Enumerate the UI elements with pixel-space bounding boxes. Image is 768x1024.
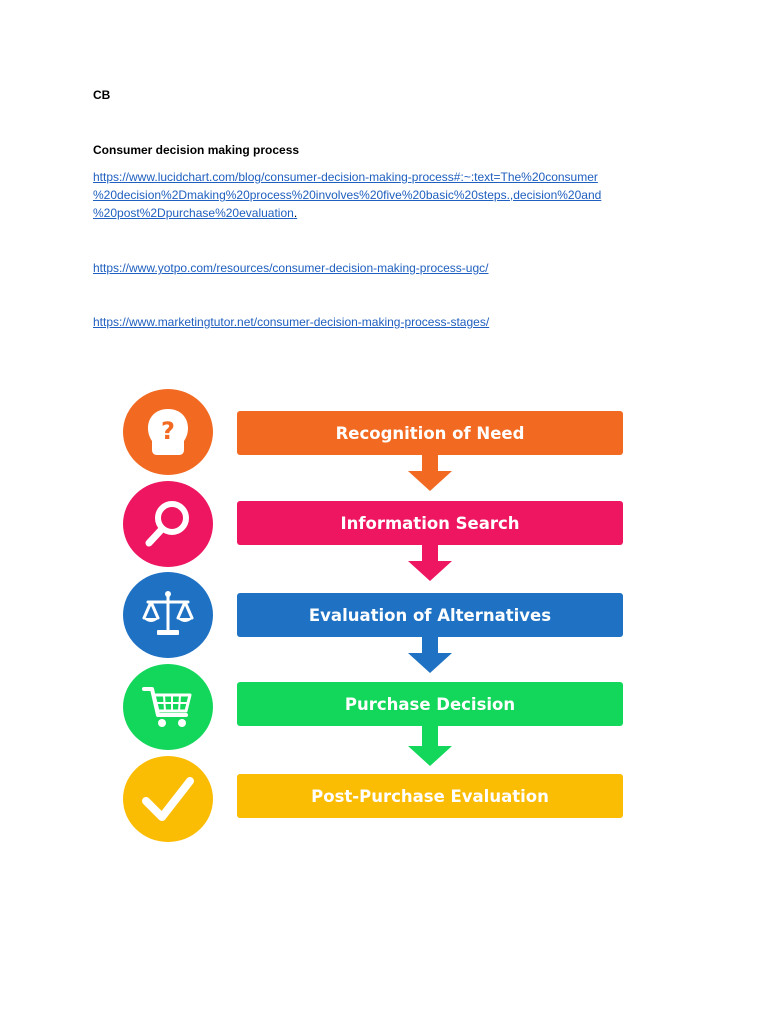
step-3-label: Evaluation of Alternatives bbox=[308, 605, 552, 625]
link-line: https://www.yotpo.com/resources/consumer-decision-making-process-ugc/ bbox=[93, 261, 489, 275]
step-2-label: Information Search bbox=[340, 513, 520, 533]
link-line: https://www.lucidchart.com/blog/consumer-decision-making-process#:~:text=The%20consumer bbox=[93, 170, 598, 184]
question-head-icon bbox=[141, 403, 195, 461]
step-1-label: Recognition of Need bbox=[335, 423, 525, 443]
link-trailing-period: . bbox=[293, 206, 298, 220]
link-line: https://www.marketingtutor.net/consumer-decision-making-process-stages/ bbox=[93, 315, 490, 329]
step-5-label: Post-Purchase Evaluation bbox=[311, 786, 549, 806]
step-1-down-arrow bbox=[408, 455, 452, 491]
step-5-bar bbox=[237, 774, 623, 818]
magnifier-icon bbox=[141, 497, 195, 551]
shopping-cart-icon bbox=[140, 681, 196, 733]
link-line-last bbox=[93, 204, 601, 222]
step-3-down-arrow bbox=[408, 637, 452, 673]
marketingtutor-link[interactable] bbox=[93, 313, 489, 331]
step-2-bar bbox=[237, 501, 623, 545]
document-heading: Consumer decision making process bbox=[93, 143, 300, 157]
link-line-text: %20post%2Dpurchase%20evaluation bbox=[93, 206, 294, 220]
step-1-bar bbox=[237, 411, 623, 455]
svg-text:?: ? bbox=[161, 417, 175, 445]
step-1-icon-circle bbox=[123, 389, 213, 475]
step-3-icon-circle bbox=[123, 572, 213, 658]
step-4-label: Purchase Decision bbox=[344, 694, 516, 714]
step-4-icon-circle bbox=[123, 664, 213, 750]
lucidchart-link[interactable] bbox=[93, 168, 601, 222]
step-4-bar bbox=[237, 682, 623, 726]
scales-icon bbox=[140, 588, 196, 642]
document-tag: CB bbox=[93, 88, 111, 102]
step-2-down-arrow bbox=[408, 545, 452, 581]
checkmark-icon bbox=[140, 773, 196, 825]
yotpo-link[interactable] bbox=[93, 259, 488, 277]
link-line: %20decision%2Dmaking%20process%20involves%20five%20basic%20steps.,decision%20and bbox=[93, 188, 602, 202]
step-3-bar bbox=[237, 593, 623, 637]
step-4-down-arrow bbox=[408, 726, 452, 766]
step-2-icon-circle bbox=[123, 481, 213, 567]
step-5-icon-circle bbox=[123, 756, 213, 842]
